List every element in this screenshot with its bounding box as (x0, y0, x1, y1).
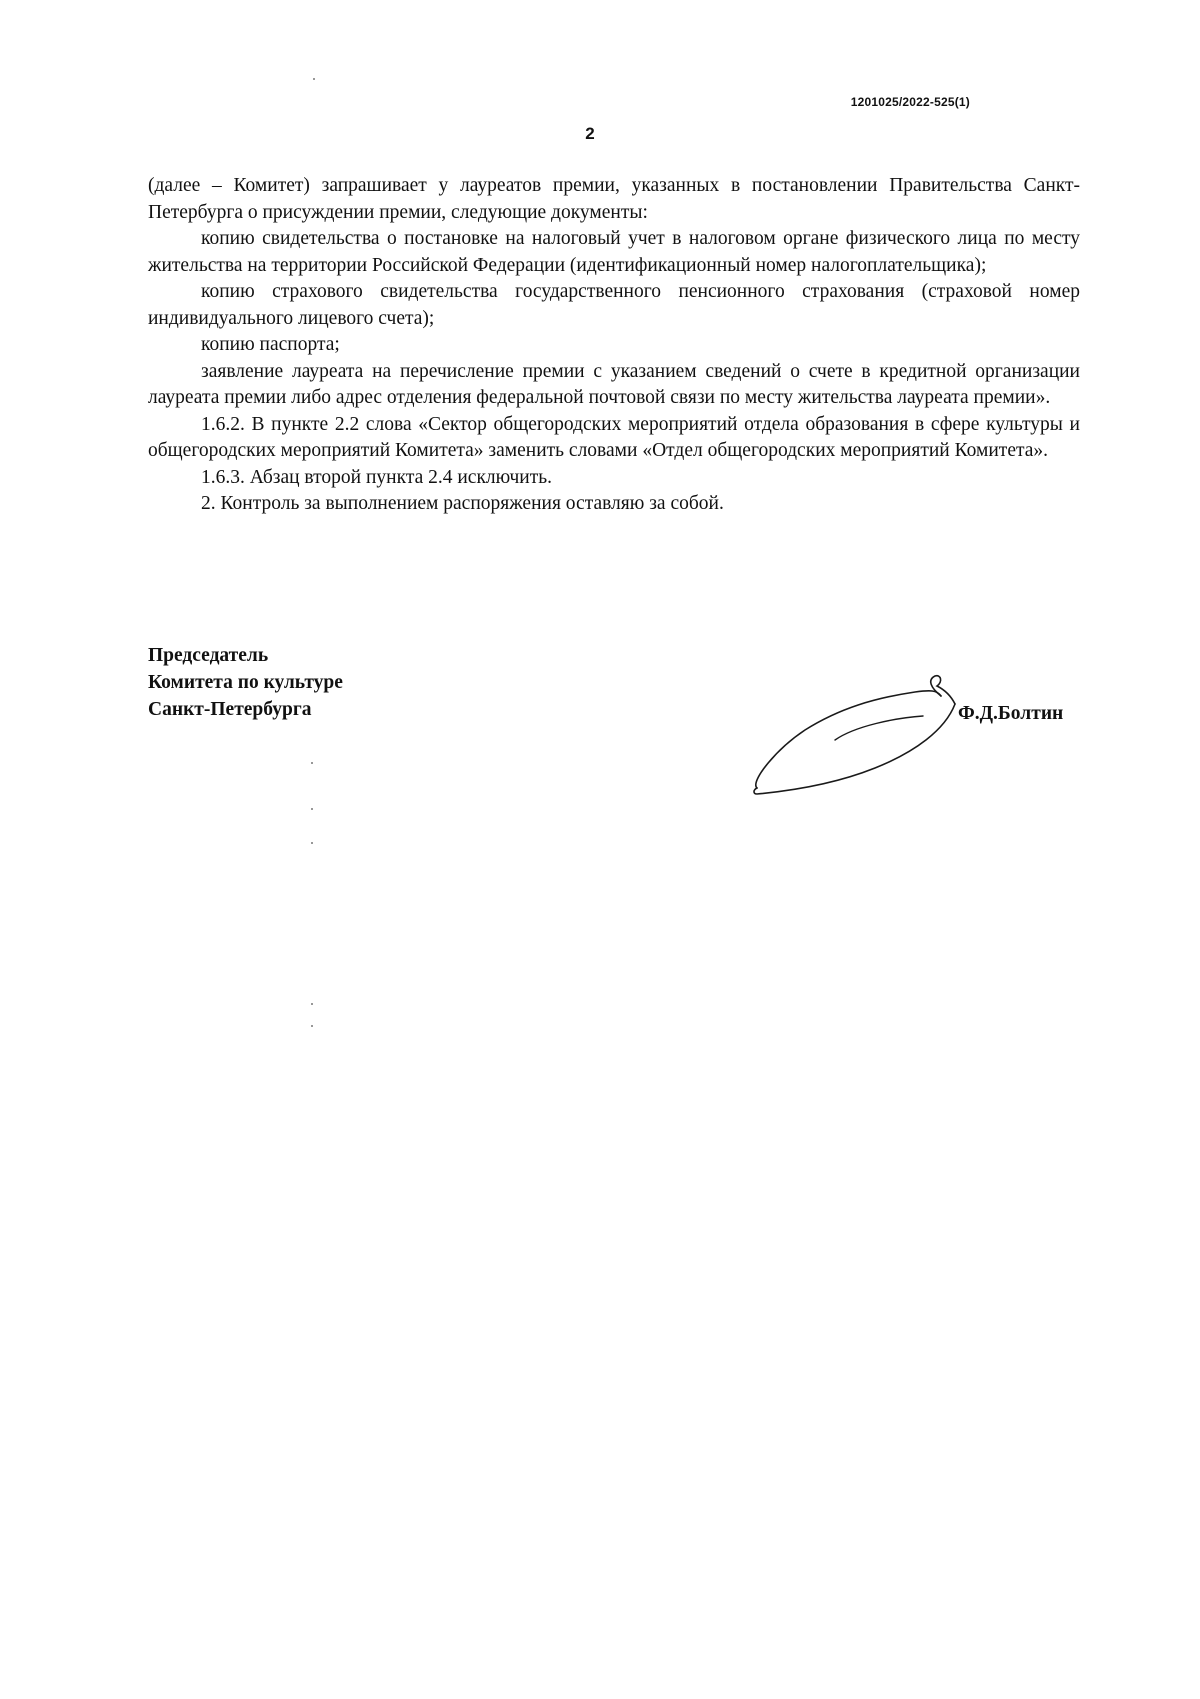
scan-speck (311, 842, 313, 844)
signer-name: Ф.Д.Болтин (958, 703, 1064, 724)
paragraph-item-2: 2. Контроль за выполнением распоряжения оставляю за собой. (201, 493, 724, 514)
scan-speck (311, 808, 313, 810)
page-number: 2 (585, 124, 595, 143)
handwritten-signature (745, 670, 995, 810)
scan-speck (311, 1003, 313, 1005)
scan-speck (313, 78, 315, 80)
paragraph-item-1-6-2: 1.6.2. В пункте 2.2 слова «Сектор общегородских мероприятий отдела образования в сфере культуры и общегородских мероприятий Комитета» заменить словами «Отдел общегородских мероприятий Комитета». (148, 413, 1080, 461)
signatory-position-line: Санкт-Петербурга (148, 699, 312, 720)
scan-speck (311, 1025, 313, 1027)
signatory-position-line: Председатель (148, 645, 269, 666)
signatory-position (148, 642, 343, 723)
scan-speck (311, 762, 313, 764)
document-registration-number: 1201025/2022-525(1) (850, 95, 970, 109)
paragraph-continuation: (далее – Комитет) запрашивает у лауреатов премии, указанных в постановлении Правительства Санкт-Петербурга о присуждении премии, следующие документы: (148, 175, 1080, 223)
paragraph-insurance-certificate: копию страхового свидетельства государственного пенсионного страхования (страховой номер индивидуального лицевого счета); (148, 281, 1080, 329)
paragraph-tax-certificate: копию свидетельства о постановке на налоговый учет в налоговом органе физического лица по месту жительства на территории Российской Федерации (идентификационный номер налогоплательщика); (148, 228, 1080, 276)
paragraph-item-1-6-3: 1.6.3. Абзац второй пункта 2.4 исключить. (201, 466, 553, 488)
document-body (148, 173, 1080, 518)
paragraph-application: заявление лауреата на перечисление премии с указанием сведений о счете в кредитной организации лауреата премии либо адрес отделения федеральной почтовой связи по месту жительства лауреата премии». (148, 360, 1080, 408)
signatory-position-line: Комитета по культуре (148, 672, 343, 693)
paragraph-passport: копию паспорта; (201, 334, 340, 355)
